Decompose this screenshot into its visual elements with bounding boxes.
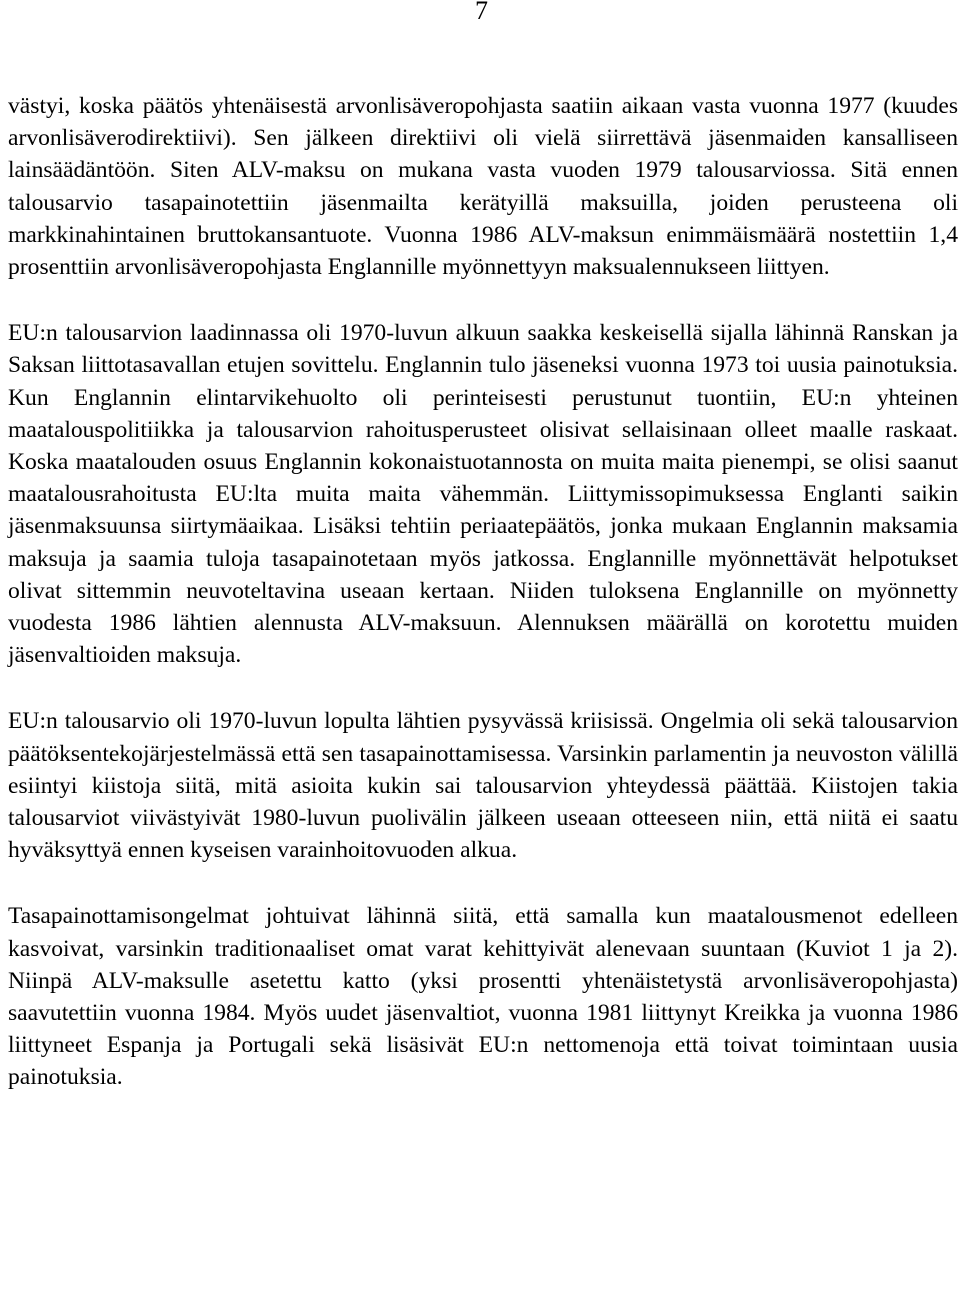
- body-text: [8, 90, 958, 1128]
- paragraph-1: västyi, koska päätös yhtenäisestä arvonlisäveropohjasta saatiin aikaan vasta vuonna 1977 (kuudes arvonlisäverodirektiivi). Sen jälkeen direktiivi oli vielä siirrettävä jäsenmaiden kansalliseen lainsäädäntöön. Siten ALV-maksu on mukana vasta vuoden 1979 talousarviossa. Sitä ennen talousarvio tasapainotettiin jäsenmailta kerätyillä maksuilla, joiden perusteena oli markkinahintainen bruttokansantuote. Vuonna 1986 ALV-maksun enimmäismäärä nostettiin 1,4 prosenttiin arvonlisäveropohjasta Englannille myönnettyyn maksualennukseen liittyen.: [8, 93, 958, 281]
- paragraph-4: Tasapainottamisongelmat johtuivat lähinnä siitä, että samalla kun maatalousmenot edelleen kasvoivat, varsinkin traditionaaliset omat varat kehittyivät alenevaan suuntaan (Kuviot 1 ja 2). Niinpä ALV-maksulle asetettu katto (yksi prosentti yhtenäistetystä arvonlisäveropohjasta) saavutettiin vuonna 1984. Myös uudet jäsenvaltiot, vuonna 1981 liittynyt Kreikka ja vuonna 1986 liittyneet Espanja ja Portugali sekä lisäsivät EU:n nettomenoja että toivat toimintaan uusia painotuksia.: [8, 903, 958, 1091]
- paragraph-2: EU:n talousarvion laadinnassa oli 1970-luvun alkuun saakka keskeisellä sijalla lähinnä Ranskan ja Saksan liittotasavallan etujen sovittelu. Englannin tulo jäseneksi vuonna 1973 toi uusia painotuksia. Kun Englannin elintarvikehuolto oli perinteisesti perustunut tuontiin, EU:n yhteinen maatalouspolitiikka ja talousarvion rahoitusperusteet olisivat sellaisinaan olleet maalle raskaat. Koska maatalouden osuus Englannin kokonaistuotannosta on muita maita pienempi, se olisi saanut maatalousrahoitusta EU:lta muita maita vähemmän. Liittymissopimuksessa Englanti saikin jäsenmaksuunsa siirtymäaikaa. Lisäksi tehtiin periaatepäätös, jonka mukaan Englannin maksamia maksuja ja saamia tuloja tasapainotetaan myös jatkossa. Englannille myönnettävät helpotukset olivat sittemmin neuvoteltavina useaan kertaan. Niiden tuloksena Englannille on myönnetty vuodesta 1986 lähtien alennusta ALV-maksuun. Alennuksen määrällä on korotettu muiden jäsenvaltioiden maksuja.: [8, 320, 958, 669]
- page-number: 7: [475, 0, 488, 25]
- paragraph-3: EU:n talousarvio oli 1970-luvun lopulta lähtien pysyvässä kriisissä. Ongelmia oli sekä talousarvion päätöksentekojärjestelmässä että sen tasapainottamisessa. Varsinkin parlamentin ja neuvoston välillä esiintyi kiistoja siitä, mitä asioita kukin sai talousarvion yhteydessä päättää. Kiistojen takia talousarviot viivästyivät 1980-luvun puolivälin jälkeen useaan otteeseen niin, että niitä ei saatu hyväksyttyä ennen kyseisen varainhoitovuoden alkua.: [8, 708, 958, 864]
